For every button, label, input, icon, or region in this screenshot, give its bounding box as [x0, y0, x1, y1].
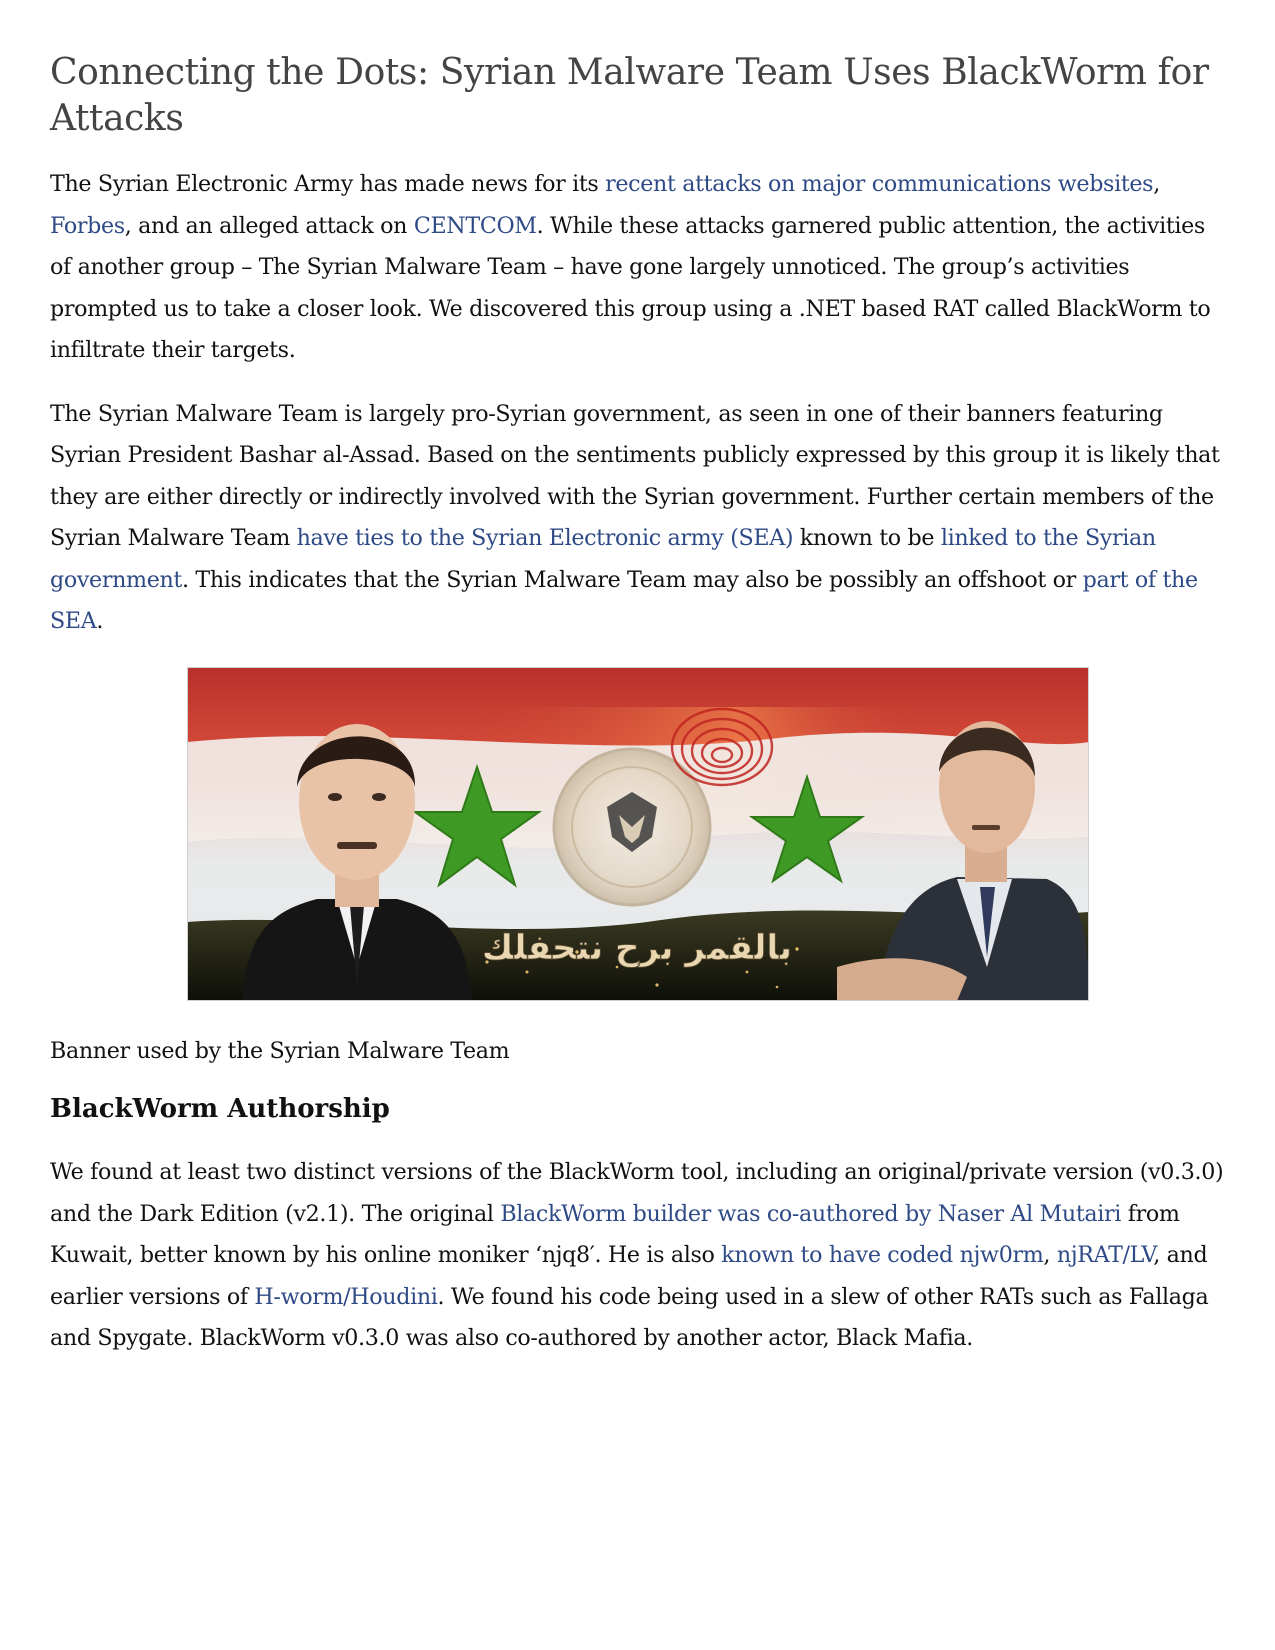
para2-text-2: known to be — [793, 525, 941, 551]
para1-text-2: , — [1153, 171, 1160, 197]
para2-text-4: . — [96, 608, 104, 634]
para3-text-2: from Kuwait, better known by his online moniker ‘njq8′. He is also — [50, 1200, 1180, 1268]
link-hworm[interactable]: H-worm/Houdini — [254, 1283, 438, 1310]
section-heading: BlackWorm Authorship — [50, 1094, 390, 1124]
sea-ties-paragraph — [50, 394, 1230, 643]
banner-arabic-text: بالقمر برح نتحفلك — [482, 927, 792, 968]
para1-text-3: , and an alleged attack on — [124, 212, 414, 239]
banner-caption: Banner used by the Syrian Malware Team — [50, 1037, 510, 1064]
link-part-of-sea[interactable]: part of the SEA — [50, 566, 1198, 634]
banner-image — [187, 667, 1089, 1001]
article — [50, 50, 1230, 1382]
para1-text-4: . While these attacks garnered public attention, the activities of another group – The Syrian Malware Team – have gone largely unnoticed. The group’s activities prompted us to take a closer look. We discovered this group using a .NET based RAT called BlackWorm to infiltrate their targets. — [50, 212, 1211, 363]
para3-text-5: . We found his code being used in a slew of other RATs such as Fallaga and Spygate. BlackWorm v0.3.0 was also co-authored by another actor, Black Mafia. — [50, 1283, 1209, 1351]
intro-paragraph — [50, 164, 1230, 372]
link-recent-attacks[interactable]: recent attacks on major communications websites — [605, 171, 1154, 197]
para3-text-4: , and earlier versions of — [50, 1242, 1208, 1310]
link-njw0rm[interactable]: known to have coded njw0rm — [721, 1242, 1044, 1268]
para1-text-1: The Syrian Electronic Army has made news for its — [50, 171, 606, 197]
link-centcom[interactable]: CENTCOM — [413, 212, 537, 239]
para3-text-1: We found at least two distinct versions of the BlackWorm tool, including an original/private version (v0.3.0) and the Dark Edition (v2.1). The original — [50, 1159, 1224, 1227]
para2-text-1: The Syrian Malware Team is largely pro-Syrian government, as seen in one of their banners featuring Syrian President Bashar al-Assad. Based on the sentiments publicly expressed by this group it is likely that they are either directly or indirectly involved with the Syrian government. Further certain members of the Syrian Malware Team — [50, 400, 1220, 551]
link-syrian-government[interactable]: linked to the Syrian government — [50, 525, 1156, 593]
link-njrat[interactable]: njRAT/LV — [1056, 1242, 1154, 1268]
para3-text-3: , — [1043, 1242, 1057, 1268]
link-sea-ties[interactable]: have ties to the Syrian Electronic army (SEA) — [296, 525, 794, 551]
link-forbes[interactable]: Forbes — [50, 212, 125, 239]
para2-text-3: . This indicates that the Syrian Malware Team may also be possibly an offshoot or — [182, 566, 1083, 593]
authorship-paragraph — [50, 1152, 1230, 1360]
link-blackworm-builder[interactable]: BlackWorm builder was co-authored by Naser Al Mutairi — [500, 1200, 1122, 1227]
page-title: Connecting the Dots: Syrian Malware Team Uses BlackWorm for Attacks — [50, 52, 1209, 139]
banner-illustration — [187, 667, 1089, 1001]
